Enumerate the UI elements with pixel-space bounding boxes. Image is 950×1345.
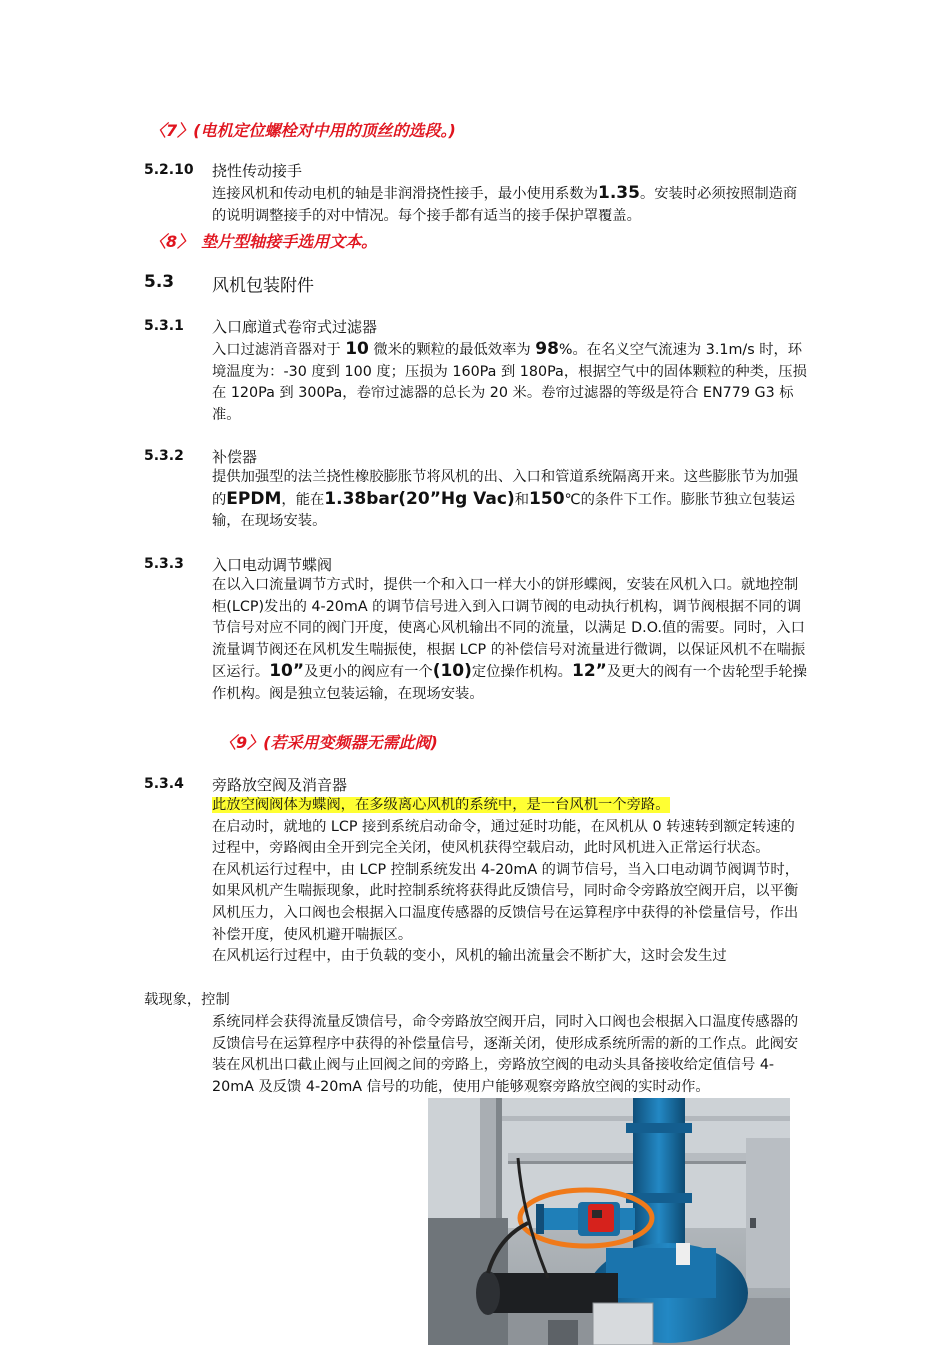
section-5-3-4-text: 此放空阀阀体为蝶阀，在多级离心风机的系统中，是一台风机一个旁路。 在启动时，就地的 LCP 接到系统启动命令，通过延时功能，在风机从 0 转速转到额定转速的过程中，旁路阀由全开到完全关闭，使风机获得空载启动，此时风机进入正常运行状态。 在风机运行过程中，由 LCP 控制系统发出 4-20mA 的调节信号，当入口电动调节阀调节时，如果风机产生喘振现象，此时控制系统将获得此反馈信号，同时命令旁路放空阀开启，以平衡风机压力，入口阀也会根据入口温度传感器的反馈信号在运算程序中获得的补偿量信号，作出补偿开度，使风机避开喘振区。 在风机运行过程中，由于负载的变小，风机的输出流量会不断扩大，这时会发生过 <box>212 797 799 965</box>
section-5-2-10-text: 连接风机和传动电机的轴是非润滑挠性接手，最小使用系数为1.35。安装时必须按照制造商的说明调整接手的对中情况。每个接手都有适当的接手保护罩覆盖。 <box>212 183 798 224</box>
section-5-2-10-title: 挠性传动接手 <box>212 162 303 180</box>
equipment-photo <box>428 1098 790 1345</box>
section-5-3-2-number: 5.3.2 <box>144 448 184 464</box>
section-5-3-number: 5.3 <box>144 272 175 292</box>
section-5-3-2-text: 提供加强型的法兰挠性橡胶膨胀节将风机的出、入口和管道系统隔离开来。这些膨胀节为加强的EPDM，能在1.38bar(20”Hg Vac)和150℃的条件下工作。膨胀节独立包装运输，在现场安装。 <box>212 469 799 530</box>
section-5-3-4-text-continued: 系统同样会获得流量反馈信号，命令旁路放空阀开启，同时入口阀也会根据入口温度传感器的反馈信号在运算程序中获得的补偿量信号，逐渐关闭，使形成系统所需的新的工作点。此阀安装在风机出口截止阀与止回阀之间的旁路上，旁路放空阀的电动头具备接收给定值信号 4-20mA 及反馈 4-20mA 信号的功能，使用户能够观察旁路放空阀的实时动作。 <box>212 1014 799 1095</box>
note-8: 〈8〉 垫片型轴接手选用文本。 <box>150 232 378 251</box>
highlighted-sentence: 此放空阀阀体为蝶阀，在多级离心风机的系统中，是一台风机一个旁路。 <box>212 797 670 813</box>
section-5-3-3-number: 5.3.3 <box>144 556 184 572</box>
section-5-3-3-title: 入口电动调节蝶阀 <box>212 556 333 574</box>
section-5-3-2-title: 补偿器 <box>212 448 258 466</box>
section-5-3-3-text: 在以入口流量调节方式时，提供一个和入口一样大小的饼形蝶阀，安装在风机入口。就地控制柜(LCP)发出的 4-20mA 的调节信号进入到入口调节阀的电动执行机构，调节阀根据不同的调节信号对应不同的阀门开度，使离心风机输出不同的流量，以满足 D.O.值的需要。同时，入口流量调节阀还在风机发生喘振使，根据 LCP 的补偿信号对流量进行微调，以保证风机不在喘振区运行。10”及更小的阀应有一个(10)定位操作机构。12”及更大的阀有一个齿轮型手轮操作机构。阀是独立包装运输，在现场安装。 <box>212 577 807 702</box>
section-5-3-1-number: 5.3.1 <box>144 318 184 334</box>
section-5-2-10-number: 5.2.10 <box>144 162 194 178</box>
section-5-3-4-hanging-line: 载现象，控制 <box>144 992 230 1008</box>
section-5-3-4-title: 旁路放空阀及消音器 <box>212 776 348 794</box>
section-5-3-1-title: 入口廊道式卷帘式过滤器 <box>212 318 378 336</box>
section-5-3-title: 风机包装附件 <box>212 276 314 296</box>
section-5-3-4-number: 5.3.4 <box>144 776 184 792</box>
note-7: 〈7〉(电机定位螺栓对中用的顶丝的选段。) <box>150 121 456 140</box>
equipment-photo-illustration <box>428 1098 790 1345</box>
section-5-3-1-text: 入口过滤消音器对于 10 微米的颗粒的最低效率为 98%。在名义空气流速为 3.1m/s 时，环境温度为：-30 度到 100 度；压损为 160Pa 到 180Pa，根据空气中的固体颗粒的种类，压损在 120Pa 到 300Pa，卷帘过滤器的总长为 20 米。卷帘过滤器的等级是符合 EN779 G3 标准。 <box>212 339 807 423</box>
note-9: 〈9〉(若采用变频器无需此阀) <box>220 733 438 752</box>
